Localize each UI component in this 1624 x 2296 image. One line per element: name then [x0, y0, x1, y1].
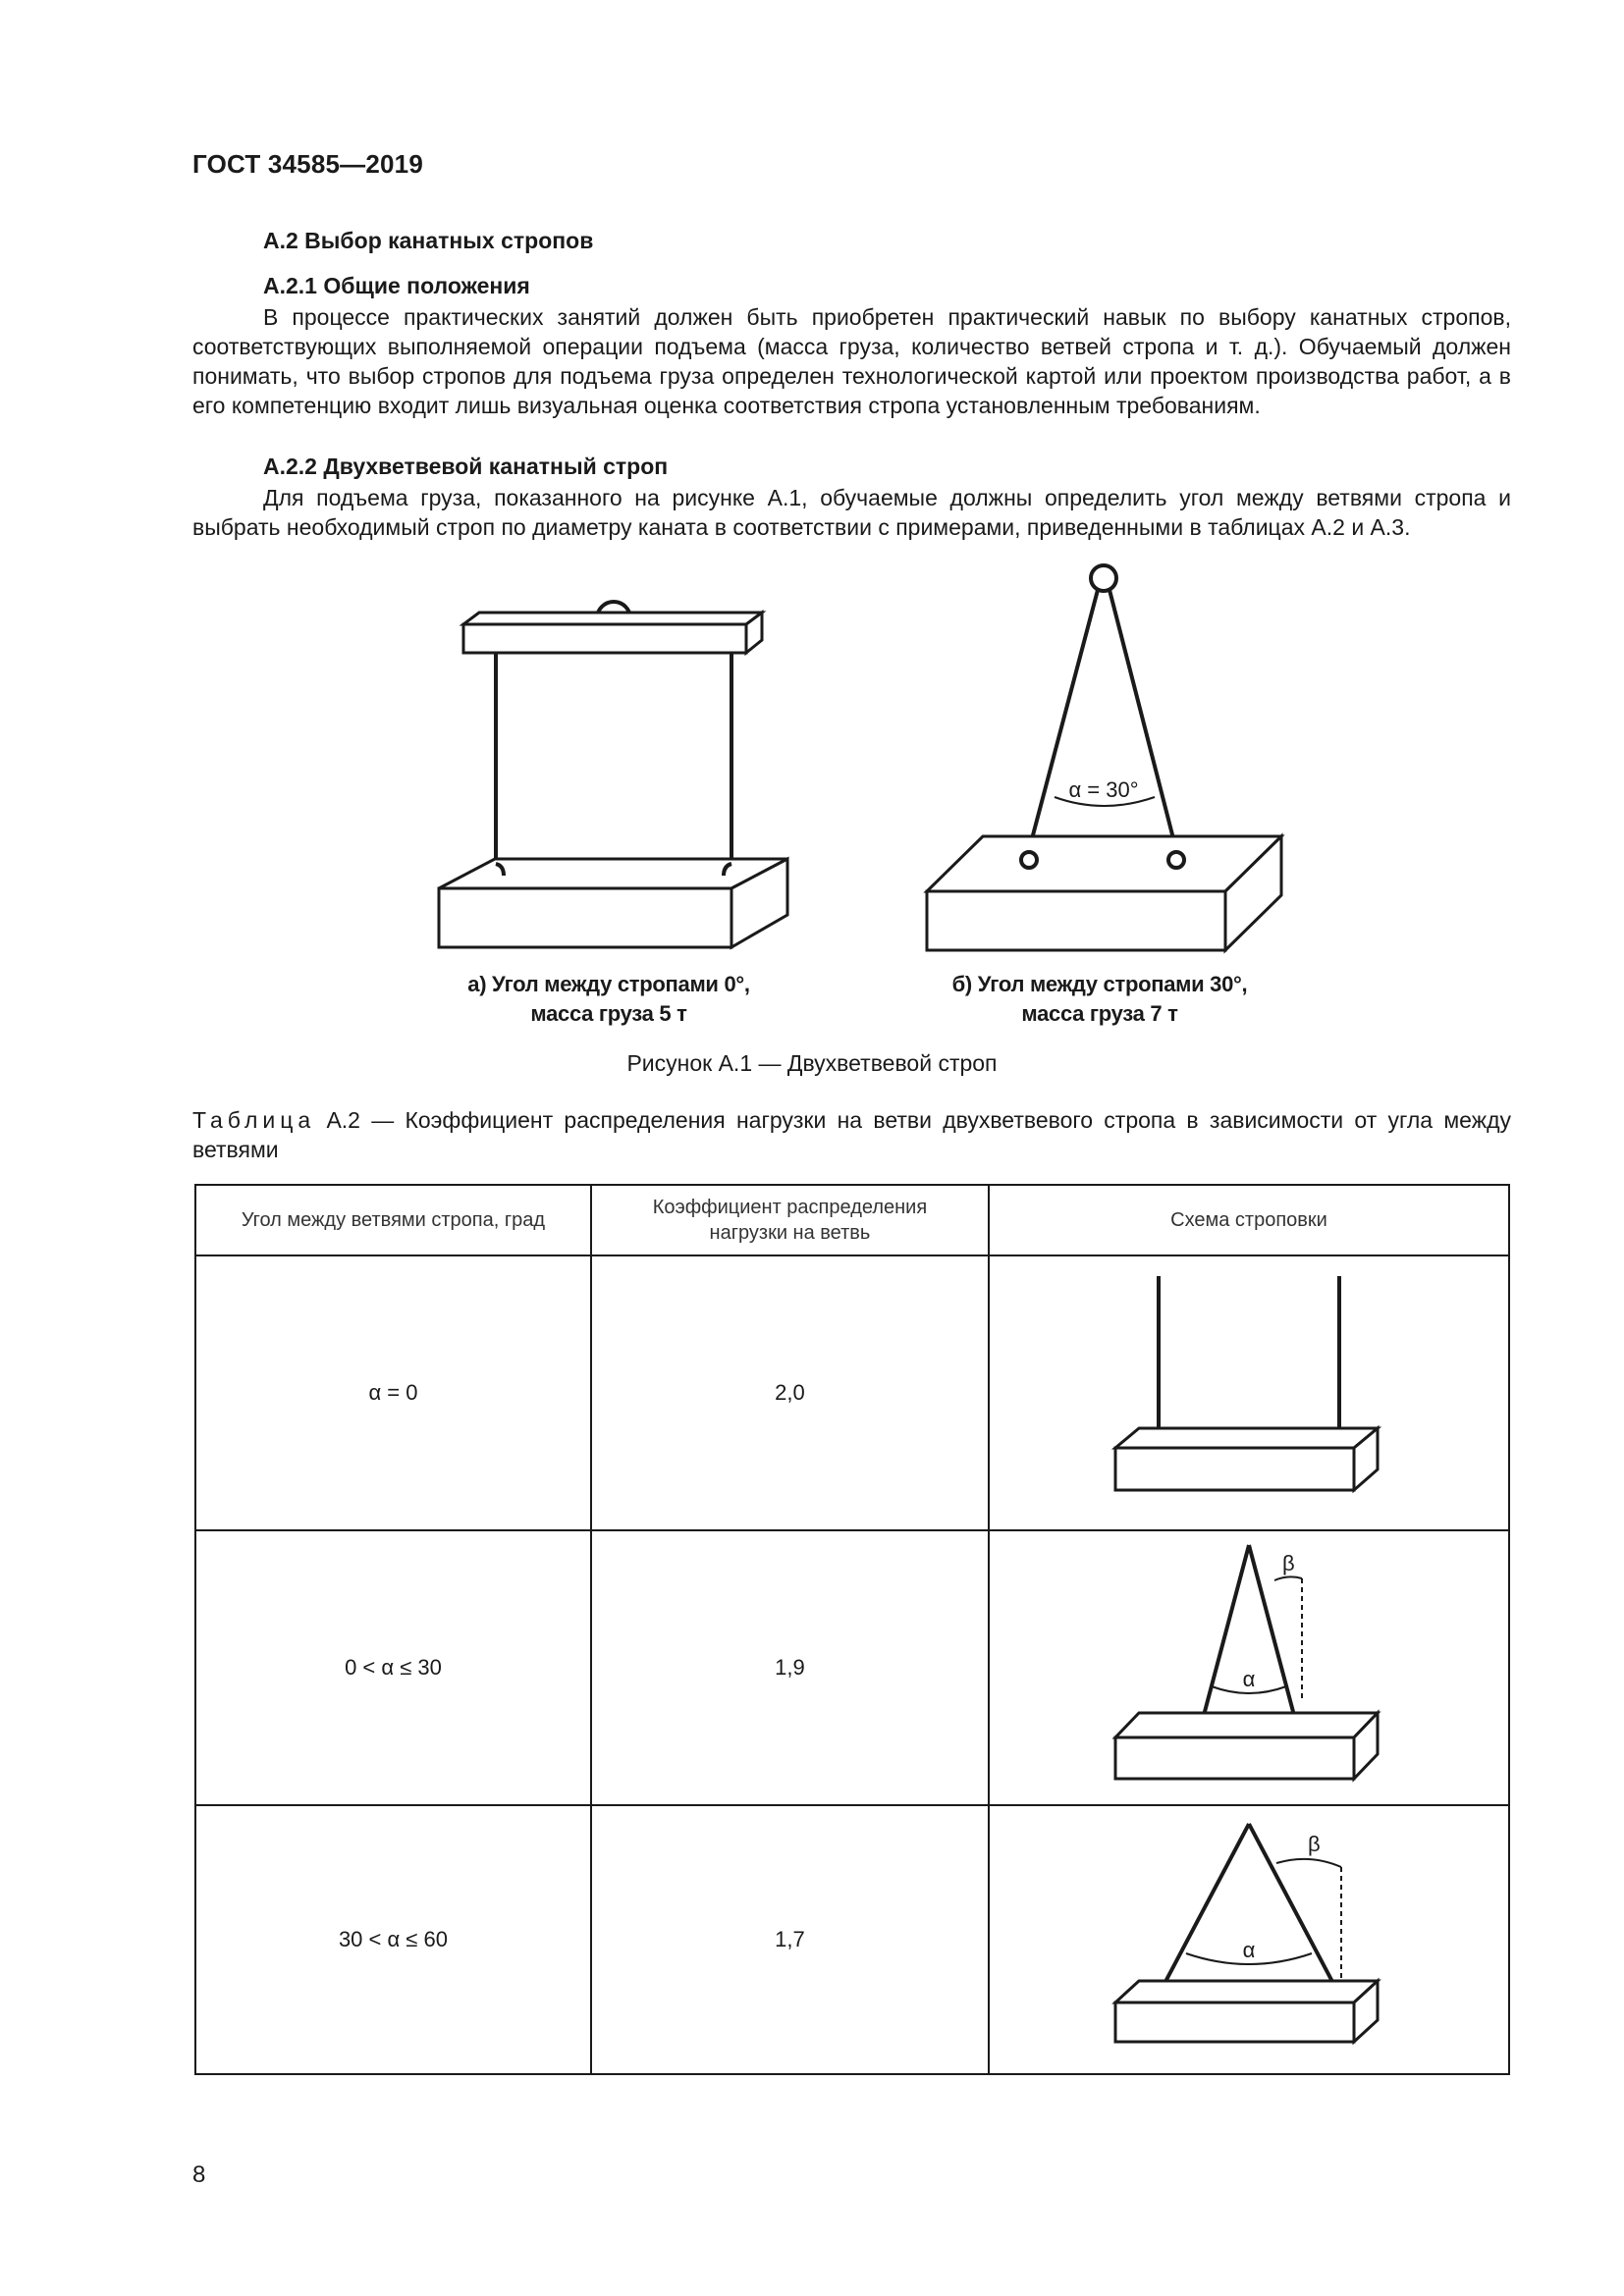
load-box-top [439, 859, 787, 888]
paragraph-general: В процессе практических занятий должен быть приобретен практический навык по выбору канатных стропов, соответствующих выполняемой операции подъема (масса груза, количество ветвей стропа и т. д.). Обучаемый должен понимать, что выбор стропов для подъема груза определен технологической картой или проектом производства работ, а в его компетенцию входит лишь визуальная оценка соответствия стропа установленным требованиям. [192, 304, 1511, 418]
subsection-title-general: А.2.1 Общие положения [263, 273, 530, 298]
load-box-top [1115, 1981, 1378, 2002]
header-coefficient-text: Коэффициент распределения нагрузки на ветвь [652, 1197, 928, 1244]
figure-caption-b [884, 970, 1316, 1029]
table-row [195, 1805, 1509, 2074]
document-code: ГОСТ 34585—2019 [192, 149, 423, 179]
load-box-front [1115, 1448, 1354, 1490]
header-coefficient [591, 1185, 989, 1255]
alpha-label: α [1242, 1938, 1256, 1962]
lifting-ring-icon [1091, 565, 1116, 591]
subsection-title-two-leg-sling: А.2.2 Двухветвевой канатный строп [263, 454, 669, 479]
figure-a-zero-angle [439, 602, 787, 947]
caption-b-line1: б) Угол между стропами 30°, [951, 972, 1248, 996]
load-coefficient-table [194, 1184, 1510, 2075]
cell-scheme [989, 1530, 1509, 1805]
cell-coefficient: 1,9 [591, 1530, 989, 1805]
table-header-row [195, 1185, 1509, 1255]
angle-label: α = 30° [1068, 777, 1139, 802]
alpha-label: α [1242, 1667, 1256, 1691]
table-title [192, 1105, 1511, 1164]
scheme-zero-angle [990, 1256, 1508, 1523]
section-title: А.2 Выбор канатных стропов [263, 228, 594, 253]
table-row [195, 1530, 1509, 1805]
beta-label: β [1307, 1832, 1321, 1856]
caption-a-line2: масса груза 5 т [530, 1001, 687, 1026]
spreader-beam-top [463, 613, 762, 624]
table-label: Таблица [192, 1107, 316, 1133]
caption-a-line1: а) Угол между стропами 0°, [467, 972, 750, 996]
caption-b-line2: масса груза 7 т [1021, 1001, 1178, 1026]
load-box-top [1115, 1713, 1378, 1737]
load-box-front [927, 891, 1225, 950]
cell-angle: 0 < α ≤ 30 [195, 1530, 591, 1805]
cell-coefficient: 1,7 [591, 1805, 989, 2074]
spreader-beam-front [463, 624, 746, 653]
cell-coefficient: 2,0 [591, 1255, 989, 1530]
cell-scheme [989, 1255, 1509, 1530]
figure-caption-a [412, 970, 805, 1029]
load-box-front [1115, 2002, 1354, 2042]
paragraph-two-leg-sling: Для подъема груза, показанного на рисунке А.1, обучаемые должны определить угол между ветвями стропа и выбрать необходимый строп по диаметру каната в соответствии с примерами, приведенными в таблицах А.2 и А.3. [192, 485, 1511, 540]
scheme-thirty-to-sixty [990, 1806, 1508, 2067]
header-angle: Угол между ветвями стропа, град [195, 1185, 591, 1255]
table-title-text: А.2 — Коэффициент распределения нагрузки на ветви двухветвевого стропа в зависимости от угла между ветвями [192, 1107, 1511, 1162]
sling-leg-left [1029, 590, 1098, 850]
scheme-up-to-thirty [990, 1531, 1508, 1798]
header-scheme: Схема строповки [989, 1185, 1509, 1255]
load-box-front [1115, 1737, 1354, 1779]
beta-arc [1276, 1859, 1341, 1867]
beta-label: β [1281, 1551, 1295, 1575]
table-row [195, 1255, 1509, 1530]
figure-b-thirty-angle [927, 565, 1281, 950]
sling-leg-left [1202, 1545, 1249, 1723]
sling-leg-right [1249, 1824, 1339, 1995]
sling-leg-left [1159, 1824, 1249, 1995]
cell-angle: 30 < α ≤ 60 [195, 1805, 591, 2074]
figure-a1-drawing [0, 0, 1624, 982]
page-number: 8 [192, 2162, 206, 2188]
beta-arc [1274, 1576, 1302, 1580]
load-box-front [439, 888, 731, 947]
figure-title: Рисунок А.1 — Двухветвевой строп [626, 1050, 998, 1076]
sling-leg-right [1110, 590, 1176, 850]
load-box-top [1115, 1428, 1378, 1448]
cell-angle: α = 0 [195, 1255, 591, 1530]
load-box-top [927, 836, 1281, 891]
cell-scheme [989, 1805, 1509, 2074]
